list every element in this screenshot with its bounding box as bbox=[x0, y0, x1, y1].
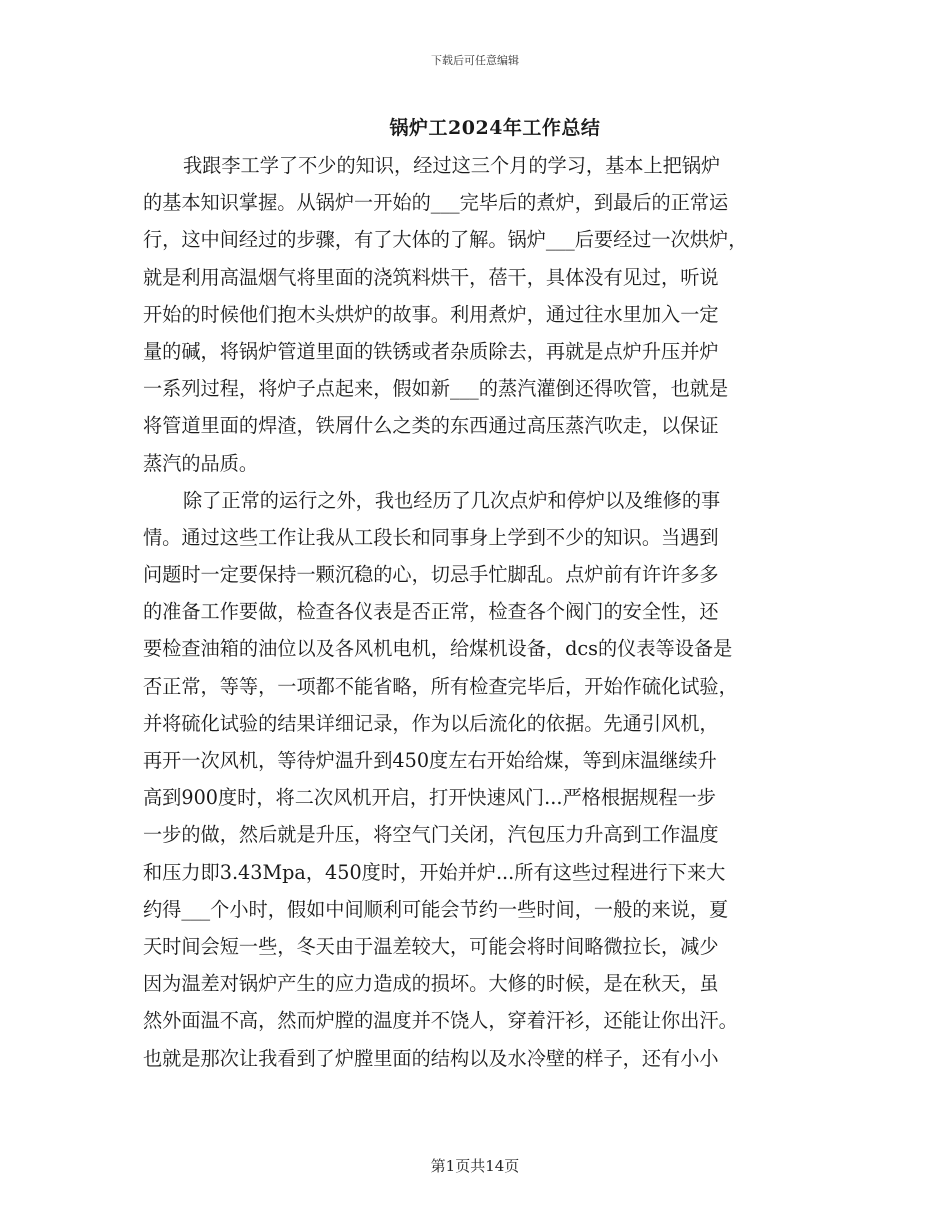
body-line: 一步的做，然后就是升压，将空气门关闭，汽包压力升高到工作温度 bbox=[143, 823, 719, 847]
page-number: 第1页共14页 bbox=[430, 1157, 520, 1175]
body-line: 行，这中间经过的步骤，有了大体的了解。锅炉___后要经过一次烘炉， bbox=[143, 228, 748, 252]
body-line: 因为温差对锅炉产生的应力造成的损坏。大修的时候，是在秋天，虽 bbox=[143, 972, 719, 996]
body-line: 也就是那次让我看到了炉膛里面的结构以及水冷壁的样子，还有小小 bbox=[143, 1046, 719, 1070]
body-line: 天时间会短一些，冬天由于温差较大，可能会将时间略微拉长，减少 bbox=[143, 934, 719, 958]
body-line: 开始的时候他们抱木头烘炉的故事。利用煮炉，通过往水里加入一定 bbox=[143, 302, 719, 326]
body-line: 的准备工作要做，检查各仪表是否正常，检查各个阀门的安全性，还 bbox=[143, 600, 719, 624]
body-line: 的基本知识掌握。从锅炉一开始的___完毕后的煮炉，到最后的正常运 bbox=[143, 191, 729, 215]
body-line: 一系列过程，将炉子点起来，假如新___的蒸汽灌倒还得吹管，也就是 bbox=[143, 377, 729, 401]
page-header-note: 下载后可任意编辑 bbox=[431, 54, 519, 67]
body-line: 我跟李工学了不少的知识，经过这三个月的学习，基本上把锅炉 bbox=[183, 154, 721, 177]
body-line: 问题时一定要保持一颗沉稳的心，切忌手忙脚乱。点炉前有许许多多 bbox=[143, 563, 719, 587]
body-line: 高到900度时，将二次风机开启，打开快速风门...严格根据规程一步 bbox=[143, 786, 716, 810]
document-body bbox=[143, 147, 813, 1077]
body-line: 将管道里面的焊渣，铁屑什么之类的东西通过高压蒸汽吹走，以保证 bbox=[143, 414, 719, 438]
body-line: 并将硫化试验的结果详细记录，作为以后流化的依据。先通引风机， bbox=[143, 711, 719, 735]
document-title: 锅炉工2024年工作总结 bbox=[389, 117, 601, 139]
body-line: 量的碱，将锅炉管道里面的铁锈或者杂质除去，再就是点炉升压并炉 bbox=[143, 339, 719, 363]
body-line: 蒸汽的品质。 bbox=[143, 451, 259, 475]
body-line: 就是利用高温烟气将里面的浇筑料烘干，蓓干，具体没有见过，听说 bbox=[143, 265, 719, 289]
body-line: 和压力即3.43Mpa，450度时，开始并炉...所有这些过程进行下来大 bbox=[143, 860, 726, 884]
body-line: 情。通过这些工作让我从工段长和同事身上学到不少的知识。当遇到 bbox=[143, 525, 719, 549]
body-line: 除了正常的运行之外，我也经历了几次点炉和停炉以及维修的事 bbox=[183, 488, 721, 512]
body-line: 然外面温不高，然而炉膛的温度并不饶人，穿着汗衫，还能让你出汗。 bbox=[143, 1009, 738, 1033]
body-line: 否正常，等等，一项都不能省略，所有检查完毕后，开始作硫化试验， bbox=[143, 674, 738, 698]
body-line: 要检查油箱的油位以及各风机电机，给煤机设备，dcs的仪表等设备是 bbox=[143, 637, 733, 661]
body-line: 再开一次风机，等待炉温升到450度左右开始给煤，等到床温继续升 bbox=[143, 749, 717, 772]
body-line: 约得___个小时，假如中间顺利可能会节约一些时间，一般的来说，夏 bbox=[143, 897, 729, 921]
